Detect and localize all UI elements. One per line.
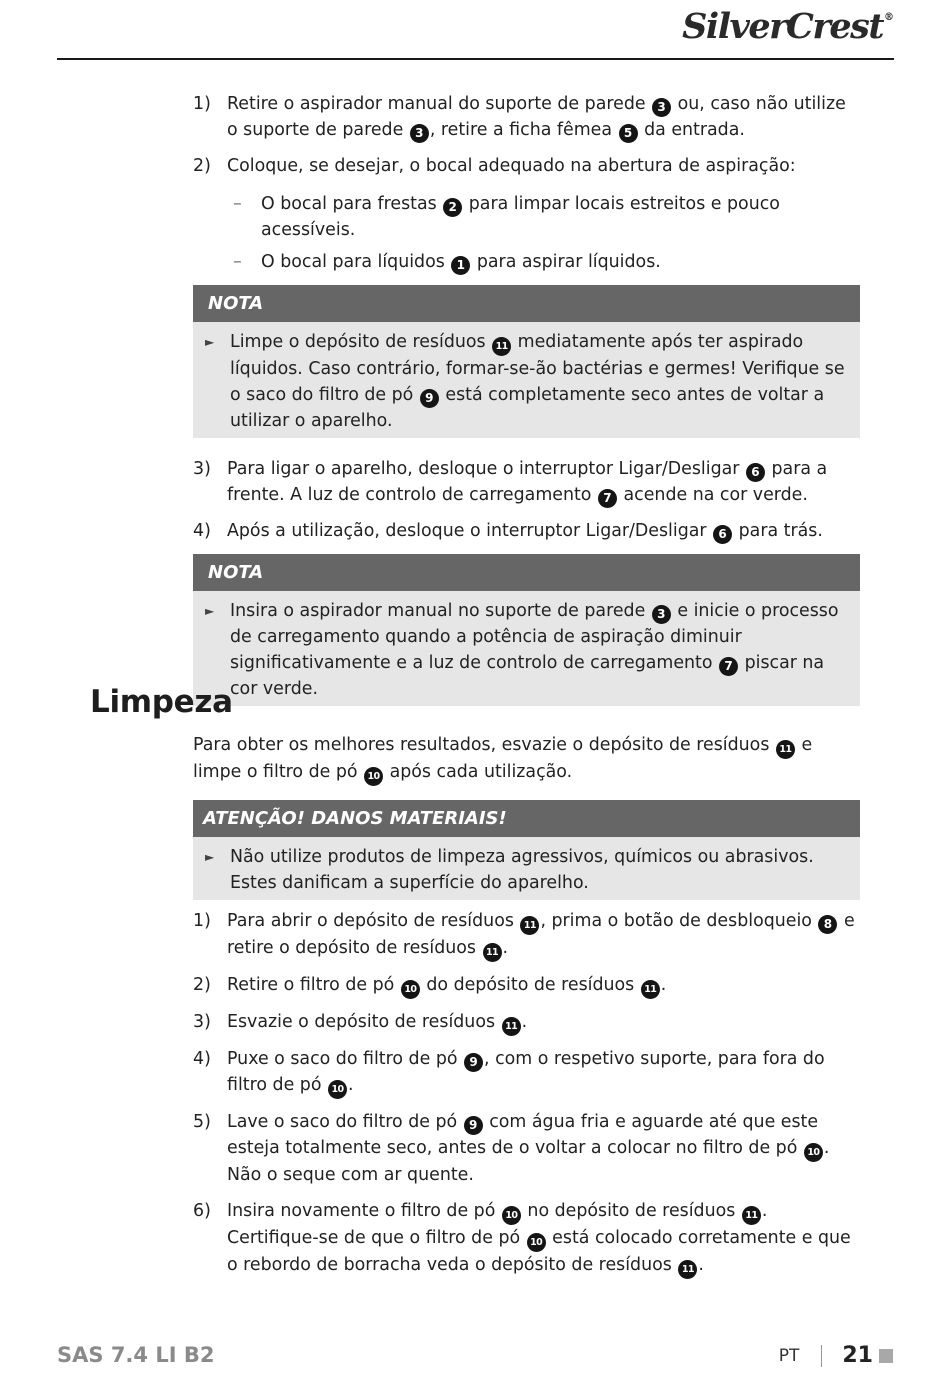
step-number: 3) (193, 1012, 211, 1032)
warning-title: ATENÇÃO! DANOS MATERIAIS! (193, 800, 860, 837)
component-number-badge: 10 (502, 1206, 521, 1225)
step-item (193, 456, 860, 508)
component-number-badge: 11 (742, 1206, 761, 1225)
step-item (193, 1109, 860, 1188)
component-number-badge: 10 (328, 1080, 347, 1099)
step-item (193, 972, 860, 999)
step-number: 1) (193, 911, 211, 931)
section-heading: Limpeza (90, 684, 233, 720)
component-number-badge: 5 (619, 124, 638, 143)
component-number-badge: 11 (492, 337, 511, 356)
component-number-badge: 10 (527, 1233, 546, 1252)
component-number-badge: 8 (818, 915, 837, 934)
component-number-badge: 11 (641, 980, 660, 999)
step-number: 6) (193, 1201, 211, 1221)
warning-text: Não utilize produtos de limpeza agressivos, químicos ou abrasivos. Estes danificam a superfície do aparelho. (230, 847, 814, 893)
step-item (193, 91, 860, 143)
component-number-badge: 10 (401, 980, 420, 999)
step-text: Coloque, se desejar, o bocal adequado na abertura de aspiração: (227, 156, 796, 176)
nozzle-item (233, 191, 860, 243)
component-number-badge: 11 (520, 916, 539, 935)
step-number: 5) (193, 1112, 211, 1132)
nozzle-list (193, 191, 860, 275)
component-number-badge: 7 (719, 657, 738, 676)
note-box (193, 554, 860, 706)
component-number-badge: 3 (410, 124, 429, 143)
nozzle-text: O bocal para frestas 2 para limpar locais estreitos e pouco acessíveis. (261, 194, 780, 240)
step-number: 4) (193, 521, 211, 541)
note-box (193, 285, 860, 438)
step-number: 2) (193, 975, 211, 995)
dash-bullet: – (233, 194, 242, 214)
main-content (193, 91, 860, 724)
step-item (193, 518, 860, 544)
step-number: 3) (193, 459, 211, 479)
step-text: Para abrir o depósito de resíduos 11 , prima o botão de desbloqueio 8 e retire o depósito de resíduos 11 . (227, 908, 860, 962)
step-text: Esvazie o depósito de resíduos 11 . (227, 1009, 860, 1036)
component-number-badge: 11 (776, 740, 795, 759)
step-item (193, 908, 860, 962)
component-number-badge: 10 (804, 1143, 823, 1162)
step-text: Retire o filtro de pó 10 do depósito de resíduos 11 . (227, 972, 860, 999)
warning-box (193, 800, 860, 900)
step-item (193, 1198, 860, 1279)
step-text: Para ligar o aparelho, desloque o interruptor Ligar/Desligar 6 para a frente. A luz de controlo de carregamento 7 acende na cor verde. (227, 456, 860, 508)
step-number: 4) (193, 1049, 211, 1069)
step-text: Puxe o saco do filtro de pó 9 , com o respetivo suporte, para fora do filtro de pó 10 . (227, 1046, 860, 1099)
component-number-badge: 3 (652, 605, 671, 624)
step-item (193, 1009, 860, 1036)
component-number-badge: 3 (652, 98, 671, 117)
step-text: Insira novamente o filtro de pó 10 no depósito de resíduos 11 . Certifique-se de que o filtro de pó 10 está colocado corretamente e que o rebordo de borracha veda o depósito de resíduos 11 . (227, 1198, 860, 1279)
step-text: Lave o saco do filtro de pó 9 com água fria e aguarde até que este esteja totalmente seco, antes de o voltar a colocar no filtro de pó 10 . Não o seque com ar quente. (227, 1112, 830, 1185)
page-number: 21 (842, 1343, 873, 1368)
component-number-badge: 9 (464, 1116, 483, 1135)
square-icon (879, 1349, 893, 1363)
registered-mark: ® (884, 12, 894, 23)
triangle-right-icon: ► (205, 335, 215, 349)
brand-name: SilverCrest (682, 6, 883, 47)
section-intro: Para obter os melhores resultados, esvazie o depósito de resíduos 11 e limpe o filtro de pó 10 após cada utilização. (193, 732, 860, 786)
step-item (193, 153, 860, 179)
nozzle-item (233, 249, 860, 275)
cleaning-content (193, 732, 860, 1289)
step-number: 1) (193, 94, 211, 114)
component-number-badge: 6 (746, 463, 765, 482)
component-number-badge: 2 (443, 198, 462, 217)
nozzle-text: O bocal para líquidos 1 para aspirar líquidos. (261, 249, 860, 275)
note-text: Limpe o depósito de resíduos 11 mediatamente após ter aspirado líquidos. Caso contrário, formar-se-ão bactérias e germes! Verifique se o saco do filtro de pó 9 está completamente seco antes de voltar a utilizar o aparelho. (230, 332, 845, 431)
brand-logo (682, 6, 894, 47)
triangle-right-icon: ► (205, 850, 215, 864)
component-number-badge: 1 (451, 256, 470, 275)
step-text: Após a utilização, desloque o interruptor Ligar/Desligar 6 para trás. (227, 518, 860, 544)
component-number-badge: 10 (364, 767, 383, 786)
step-text: Retire o aspirador manual do suporte de parede 3 ou, caso não utilize o suporte de parede 3 , retire a ficha fêmea 5 da entrada. (227, 91, 860, 143)
component-number-badge: 11 (483, 943, 502, 962)
dash-bullet: – (233, 252, 242, 272)
note-title: NOTA (193, 554, 860, 591)
component-number-badge: 7 (598, 489, 617, 508)
component-number-badge: 6 (713, 525, 732, 544)
note-text: Insira o aspirador manual no suporte de parede 3 e inicie o processo de carregamento quando a potência de aspiração diminuir significativamente e a luz de controlo de carregamento 7 piscar na cor verde. (230, 601, 839, 699)
step-item (193, 1046, 860, 1099)
footer-divider (821, 1345, 822, 1367)
component-number-badge: 9 (464, 1053, 483, 1072)
footer-model-number: SAS 7.4 LI B2 (57, 1343, 215, 1367)
note-title: NOTA (193, 285, 860, 322)
component-number-badge: 9 (420, 389, 439, 408)
footer-language: PT (778, 1345, 800, 1366)
step-number: 2) (193, 156, 211, 176)
footer-page-info (779, 1343, 893, 1368)
header-rule (57, 58, 894, 60)
triangle-right-icon: ► (205, 604, 215, 618)
component-number-badge: 11 (678, 1260, 697, 1279)
component-number-badge: 11 (502, 1017, 521, 1036)
